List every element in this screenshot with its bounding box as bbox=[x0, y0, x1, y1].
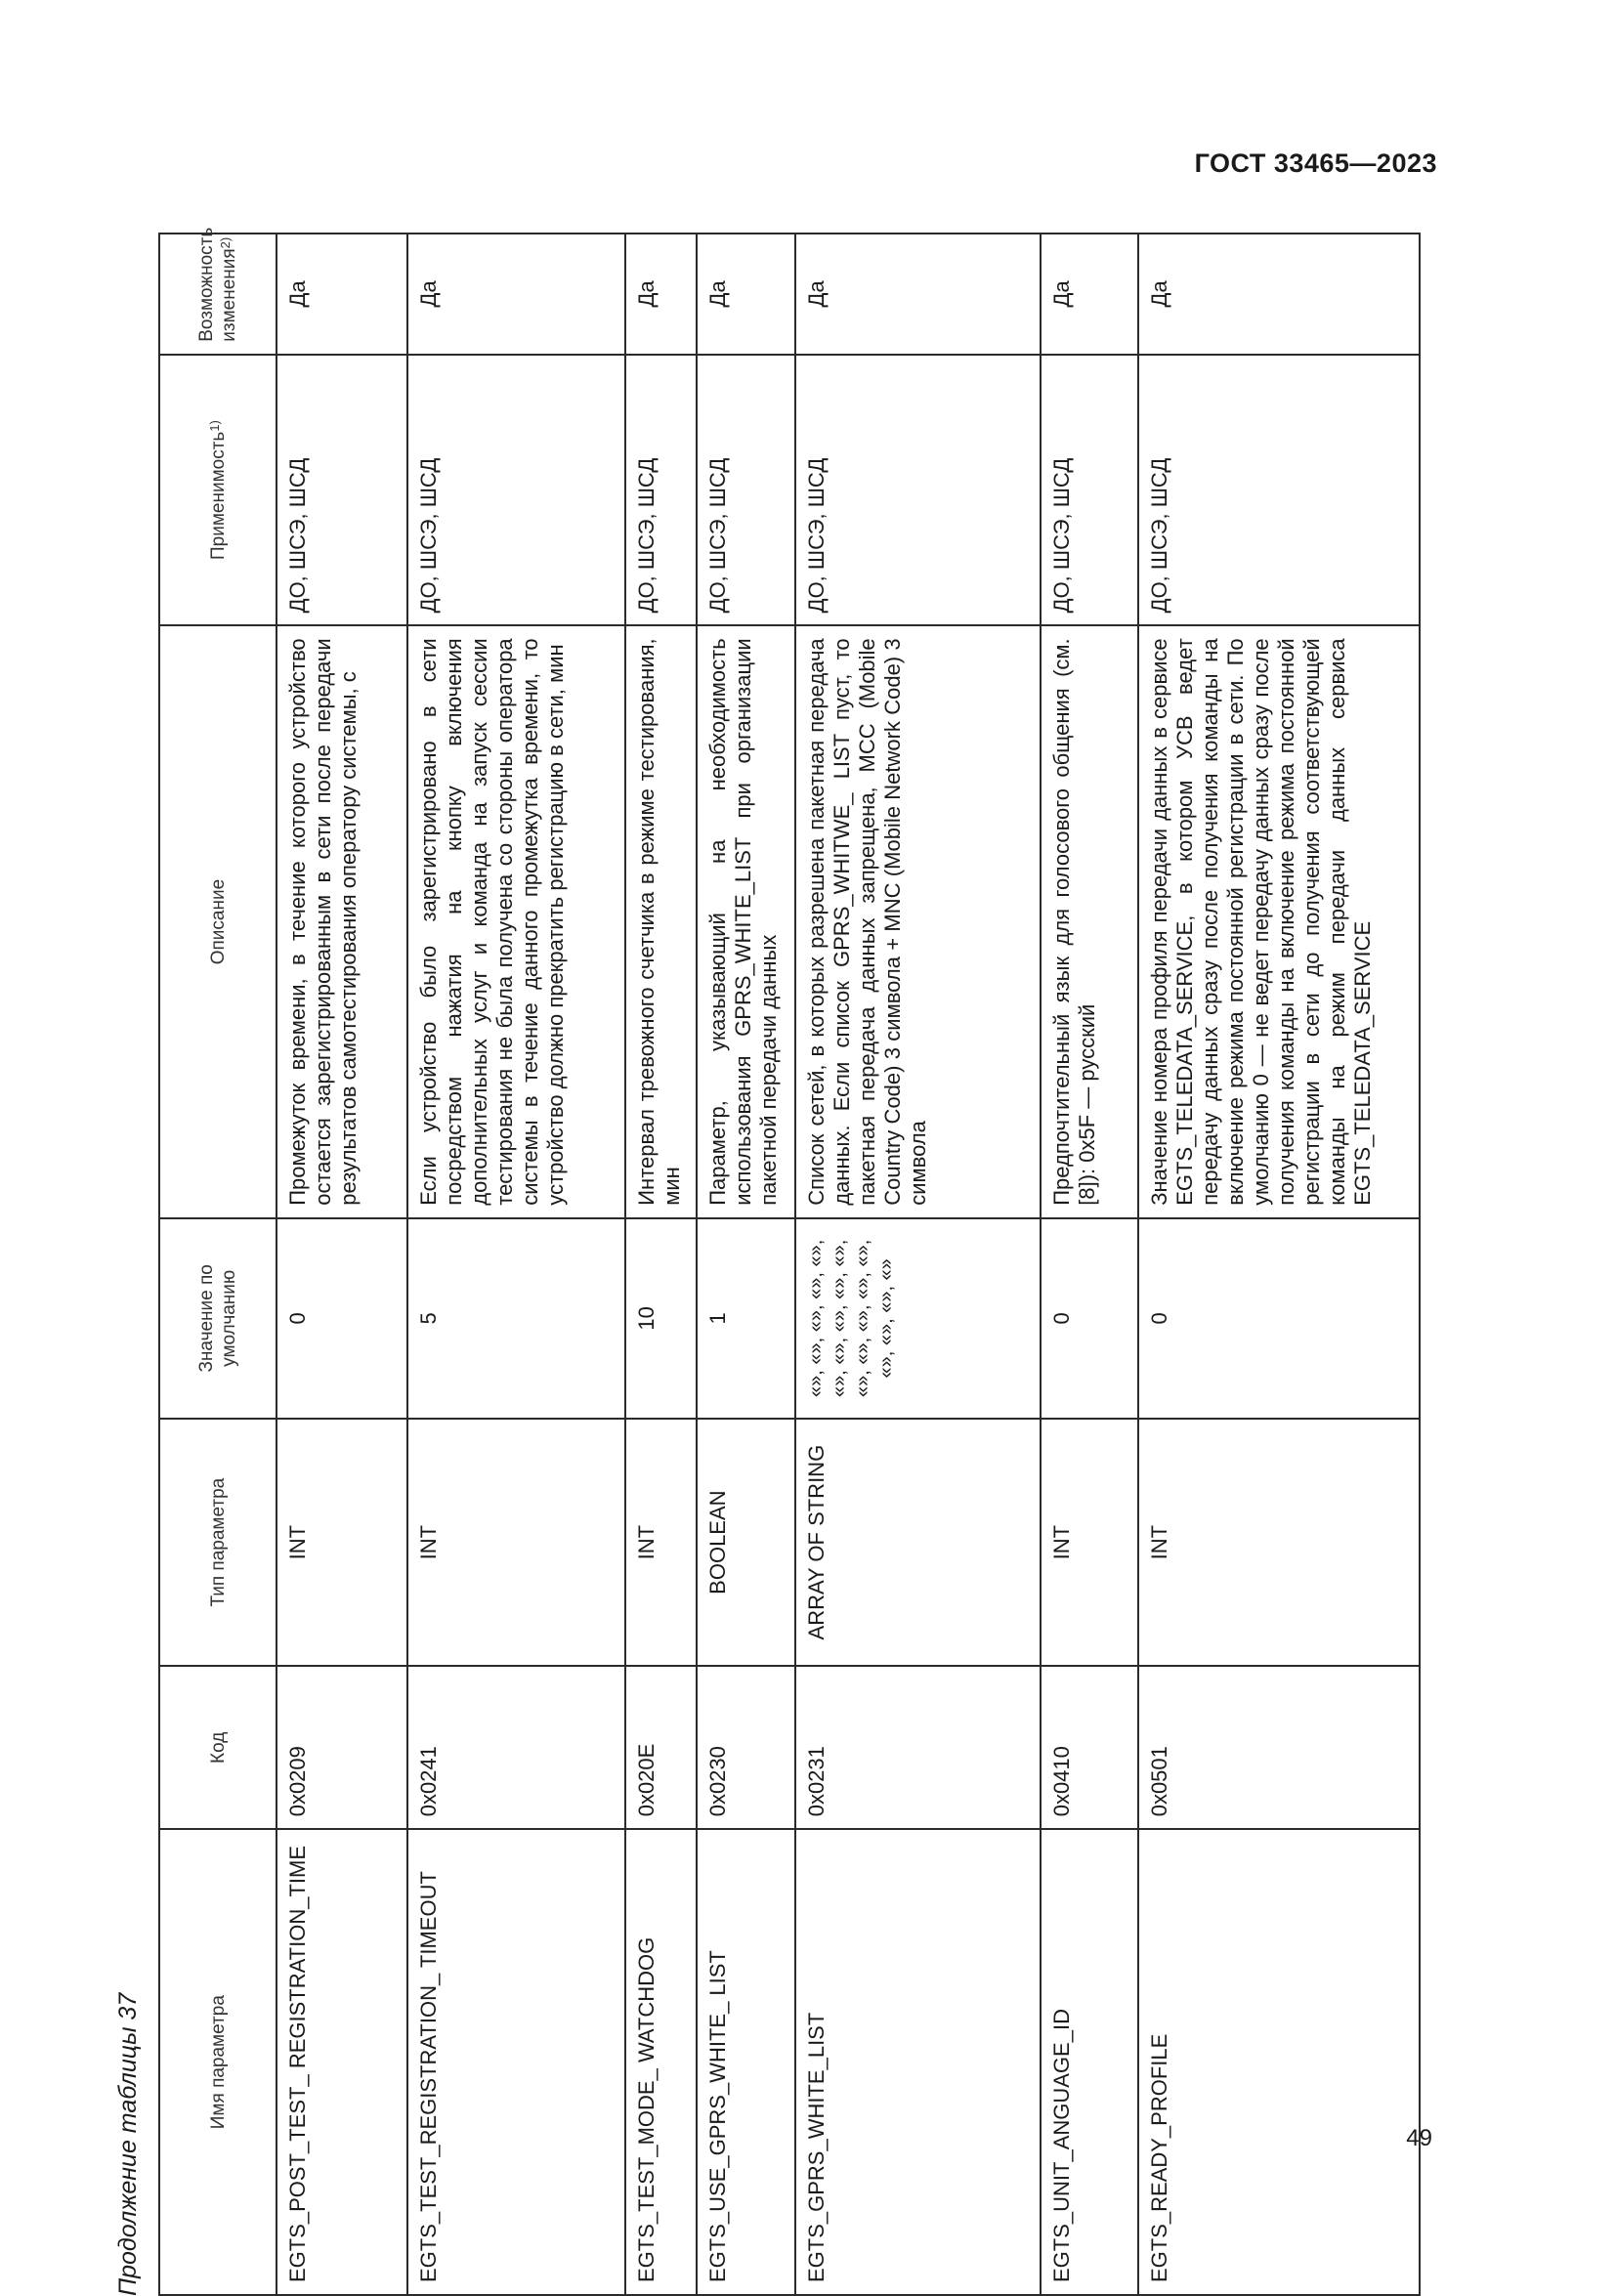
param-applicability: ДО, ШСЭ, ШСД bbox=[1138, 355, 1420, 626]
param-default: 0 bbox=[1041, 1218, 1139, 1419]
rotated-table-frame bbox=[106, 227, 1421, 2296]
table-caption: Продолжение таблицы 37 bbox=[114, 1992, 142, 2296]
param-applicability: ДО, ШСЭ, ШСД bbox=[1041, 355, 1139, 626]
header-description: Описание bbox=[159, 625, 276, 1217]
param-description: Список сетей, в которых разрешена пакетная передача данных. Если список GPRS_WHITWE_ LIST пуст, то пакетная передача данных запрещена, MCC (Mobile Country Code) 3 символа + MNC (Mobile Network Code) 3 символа bbox=[795, 625, 1041, 1217]
param-description: Если устройство было зарегистрировано в сети посредством нажатия на кнопку включения дополнительных услуг и команда на запуск сессии тестирования не была получена со стороны оператора системы в течение данного промежутка времени, то устройство должно прекратить регистрацию в сети, мин bbox=[407, 625, 625, 1217]
param-description: Параметр, указывающий на необходимость использования GPRS_WHITE_LIST при организации пакетной передачи данных bbox=[697, 625, 795, 1217]
param-type: BOOLEAN bbox=[697, 1419, 795, 1666]
footnote-1-marker: 1) bbox=[206, 420, 222, 432]
table-row bbox=[276, 234, 407, 2295]
param-type: INT bbox=[625, 1419, 697, 1666]
header-applicability bbox=[159, 355, 276, 626]
param-type: INT bbox=[407, 1419, 625, 1666]
param-changeable: Да bbox=[697, 234, 795, 355]
param-default: 0 bbox=[1138, 1218, 1420, 1419]
param-name: EGTS_READY_PROFILE bbox=[1138, 1829, 1420, 2295]
param-type: INT bbox=[1041, 1419, 1139, 1666]
param-applicability: ДО, ШСЭ, ШСД bbox=[276, 355, 407, 626]
param-code: 0x0241 bbox=[407, 1666, 625, 1829]
param-default: 1 bbox=[697, 1218, 795, 1419]
param-code: 0x0231 bbox=[795, 1666, 1041, 1829]
param-description: Значение номера профиля передачи данных в сервисе EGTS_TELEDATA_SERVICE, в котором УСВ ведет передачу данных сразу после получения команды на включение режима постоянной регистрации в сети. По умолчанию 0 — не ведет передачу данных сразу после получения команды на включение режима постоянной регистрации в сети до получения соответствующей команды на режим передачи данных сервиса EGTS_TELEDATA_SERVICE bbox=[1138, 625, 1420, 1217]
param-description: Промежуток времени, в течение которого устройство остается зарегистрированным в сети после передачи результатов самотестирования оператору системы, с bbox=[276, 625, 407, 1217]
param-name: EGTS_TEST_MODE_ WATCHDOG bbox=[625, 1829, 697, 2295]
table-header-row bbox=[159, 234, 276, 2295]
param-type: INT bbox=[276, 1419, 407, 1666]
param-changeable: Да bbox=[1041, 234, 1139, 355]
param-type: ARRAY OF STRING bbox=[795, 1419, 1041, 1666]
param-code: 0x0209 bbox=[276, 1666, 407, 1829]
param-applicability: ДО, ШСЭ, ШСД bbox=[697, 355, 795, 626]
param-changeable: Да bbox=[407, 234, 625, 355]
param-code: 0x0230 bbox=[697, 1666, 795, 1829]
parameters-table bbox=[158, 227, 1421, 2296]
param-name: EGTS_UNIT_ANGUAGE_ID bbox=[1041, 1829, 1139, 2295]
header-changeable bbox=[159, 227, 276, 355]
param-default: 10 bbox=[625, 1218, 697, 1419]
param-applicability: ДО, ШСЭ, ШСД bbox=[795, 355, 1041, 626]
table-row bbox=[625, 234, 697, 2295]
table-row bbox=[407, 234, 625, 2295]
param-changeable: Да bbox=[625, 234, 697, 355]
param-code: 0x0501 bbox=[1138, 1666, 1420, 1829]
param-name: EGTS_TEST_REGISTRATION_ TIMEOUT bbox=[407, 1829, 625, 2295]
param-name: EGTS_GPRS_WHITE_LIST bbox=[795, 1829, 1041, 2295]
header-default: Значение по умолчанию bbox=[159, 1218, 276, 1419]
param-code: 0x0410 bbox=[1041, 1666, 1139, 1829]
param-name: EGTS_USE_GPRS_WHITE_ LIST bbox=[697, 1829, 795, 2295]
param-description: Интервал тревожного счетчика в режиме тестирования, мин bbox=[625, 625, 697, 1217]
param-applicability: ДО, ШСЭ, ШСД bbox=[407, 355, 625, 626]
header-changeable-label: Возможность изменения bbox=[196, 227, 239, 342]
footnote-2-marker: 2) bbox=[218, 236, 233, 249]
param-name: EGTS_POST_TEST_ REGISTRATION_TIME bbox=[276, 1829, 407, 2295]
table-row bbox=[1138, 234, 1420, 2295]
param-default: «», «», «», «», «», «», «», «», «», «», «», «», «», «», «», «», «», «», «» bbox=[795, 1218, 1041, 1419]
header-name: Имя параметра bbox=[159, 1829, 276, 2295]
param-applicability: ДО, ШСЭ, ШСД bbox=[625, 355, 697, 626]
header-type: Тип параметра bbox=[159, 1419, 276, 1666]
param-default: 5 bbox=[407, 1218, 625, 1419]
param-type: INT bbox=[1138, 1419, 1420, 1666]
header-code: Код bbox=[159, 1666, 276, 1829]
page-number: 49 bbox=[1406, 2125, 1432, 2151]
param-changeable: Да bbox=[795, 234, 1041, 355]
param-changeable: Да bbox=[1138, 234, 1420, 355]
param-default: 0 bbox=[276, 1218, 407, 1419]
param-changeable: Да bbox=[276, 234, 407, 355]
header-applicability-label: Применимость bbox=[207, 431, 229, 560]
param-description: Предпочтительный язык для голосового общения (см. [8]): 0x5F — русский bbox=[1041, 625, 1139, 1217]
table-row bbox=[795, 234, 1041, 2295]
param-code: 0x020E bbox=[625, 1666, 697, 1829]
document-standard-title: ГОСТ 33465—2023 bbox=[1194, 149, 1437, 178]
table-row bbox=[697, 234, 795, 2295]
table-row bbox=[1041, 234, 1139, 2295]
